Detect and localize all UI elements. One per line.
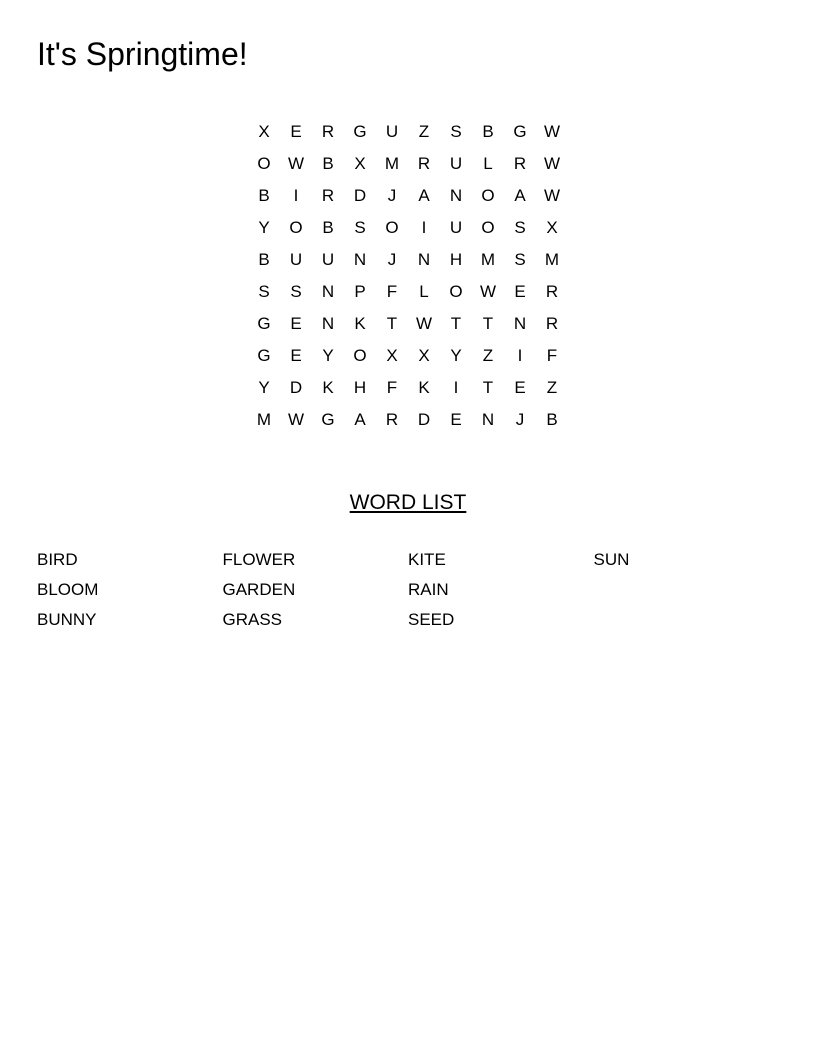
word-list-item: BLOOM [37,580,99,599]
word-list-item: BIRD [37,550,78,569]
grid-cell: Z [546,378,558,397]
grid-cell: E [290,346,302,365]
grid-cell: F [546,346,558,365]
grid-cell: D [417,410,431,429]
grid-cell: M [480,250,496,269]
grid-cell: G [321,410,335,429]
grid-cell: I [293,186,299,205]
grid-cell: N [353,250,367,269]
grid-cell: R [321,186,335,205]
grid-cell: Y [258,378,270,397]
grid-cell: O [385,218,399,237]
grid-cell: W [415,314,433,333]
grid-cell: T [482,314,494,333]
grid-cell: O [481,218,495,237]
grid-cell: B [322,154,334,173]
grid-cell: O [257,154,271,173]
word-list [37,545,779,635]
grid-cell: M [384,154,400,173]
word-list-item: SUN [593,550,630,569]
grid-cell: I [453,378,459,397]
grid-cell: U [385,122,399,141]
grid-cell: D [353,186,367,205]
grid-cell: B [322,218,334,237]
grid-cell: J [515,410,525,429]
grid-cell: E [290,314,302,333]
grid-cell: X [258,122,270,141]
grid-cell: W [543,154,561,173]
grid-cell: B [546,410,558,429]
grid-cell: R [385,410,399,429]
word-list-item: SEED [408,610,455,629]
grid-cell: N [417,250,431,269]
grid-cell: T [450,314,462,333]
word-list-item: BUNNY [37,610,97,629]
grid-cell: B [258,186,270,205]
grid-cell: K [322,378,334,397]
grid-cell: S [514,250,526,269]
grid-cell: G [257,346,271,365]
grid-cell: U [321,250,335,269]
grid-cell: W [543,186,561,205]
grid-cell: N [321,314,335,333]
grid-cell: W [543,122,561,141]
grid-cell: X [418,346,430,365]
grid-cell: F [386,282,398,301]
grid-cell: O [481,186,495,205]
grid-cell: S [290,282,302,301]
grid-cell: O [289,218,303,237]
grid-cell: G [353,122,367,141]
grid-cell: T [386,314,398,333]
word-list-item: GARDEN [222,580,296,599]
grid-cell: M [256,410,272,429]
grid-cell: Z [482,346,494,365]
grid-cell: N [513,314,527,333]
word-list-item: FLOWER [222,550,296,569]
grid-cell: L [419,282,429,301]
grid-cell: R [545,282,559,301]
grid-cell: T [482,378,494,397]
grid-cell: L [483,154,493,173]
grid-cell: G [513,122,527,141]
grid-cell: S [354,218,366,237]
grid-cell: Y [322,346,334,365]
grid-cell: B [258,250,270,269]
grid-cell: W [287,410,305,429]
page-title: It's Springtime! [37,36,248,72]
grid-cell: U [289,250,303,269]
grid-cell: Y [258,218,270,237]
grid-cell: A [418,186,430,205]
grid-cell: X [354,154,366,173]
grid-cell: S [514,218,526,237]
word-search-grid [248,116,568,436]
grid-cell: E [514,282,526,301]
grid-cell: R [321,122,335,141]
grid-cell: K [354,314,366,333]
grid-cell: G [257,314,271,333]
grid-cell: O [449,282,463,301]
grid-cell: F [386,378,398,397]
grid-cell: D [289,378,303,397]
grid-cell: N [449,186,463,205]
grid-cell: I [421,218,427,237]
word-list-item: RAIN [408,580,449,599]
grid-cell: X [386,346,398,365]
grid-cell: H [449,250,463,269]
grid-cell: N [481,410,495,429]
word-list-heading: WORD LIST [349,491,467,514]
grid-cell: R [513,154,527,173]
grid-cell: R [545,314,559,333]
grid-cell: A [354,410,366,429]
word-list-item: KITE [408,550,446,569]
grid-cell: E [514,378,526,397]
grid-cell: Y [450,346,462,365]
grid-cell: E [290,122,302,141]
grid-cell: R [417,154,431,173]
grid-cell: A [514,186,526,205]
grid-cell: W [287,154,305,173]
grid-cell: O [353,346,367,365]
grid-cell: E [450,410,462,429]
grid-cell: X [546,218,558,237]
grid-cell: H [353,378,367,397]
grid-cell: W [479,282,497,301]
grid-cell: M [544,250,560,269]
grid-cell: S [258,282,270,301]
grid-cell: I [517,346,523,365]
grid-cell: Z [418,122,430,141]
grid-cell: J [387,250,397,269]
grid-cell: S [450,122,462,141]
grid-cell: J [387,186,397,205]
grid-cell: B [482,122,494,141]
grid-cell: U [449,218,463,237]
grid-cell: N [321,282,335,301]
grid-cell: P [354,282,366,301]
grid-cell: U [449,154,463,173]
grid-cell: K [418,378,430,397]
word-list-item: GRASS [222,610,283,629]
